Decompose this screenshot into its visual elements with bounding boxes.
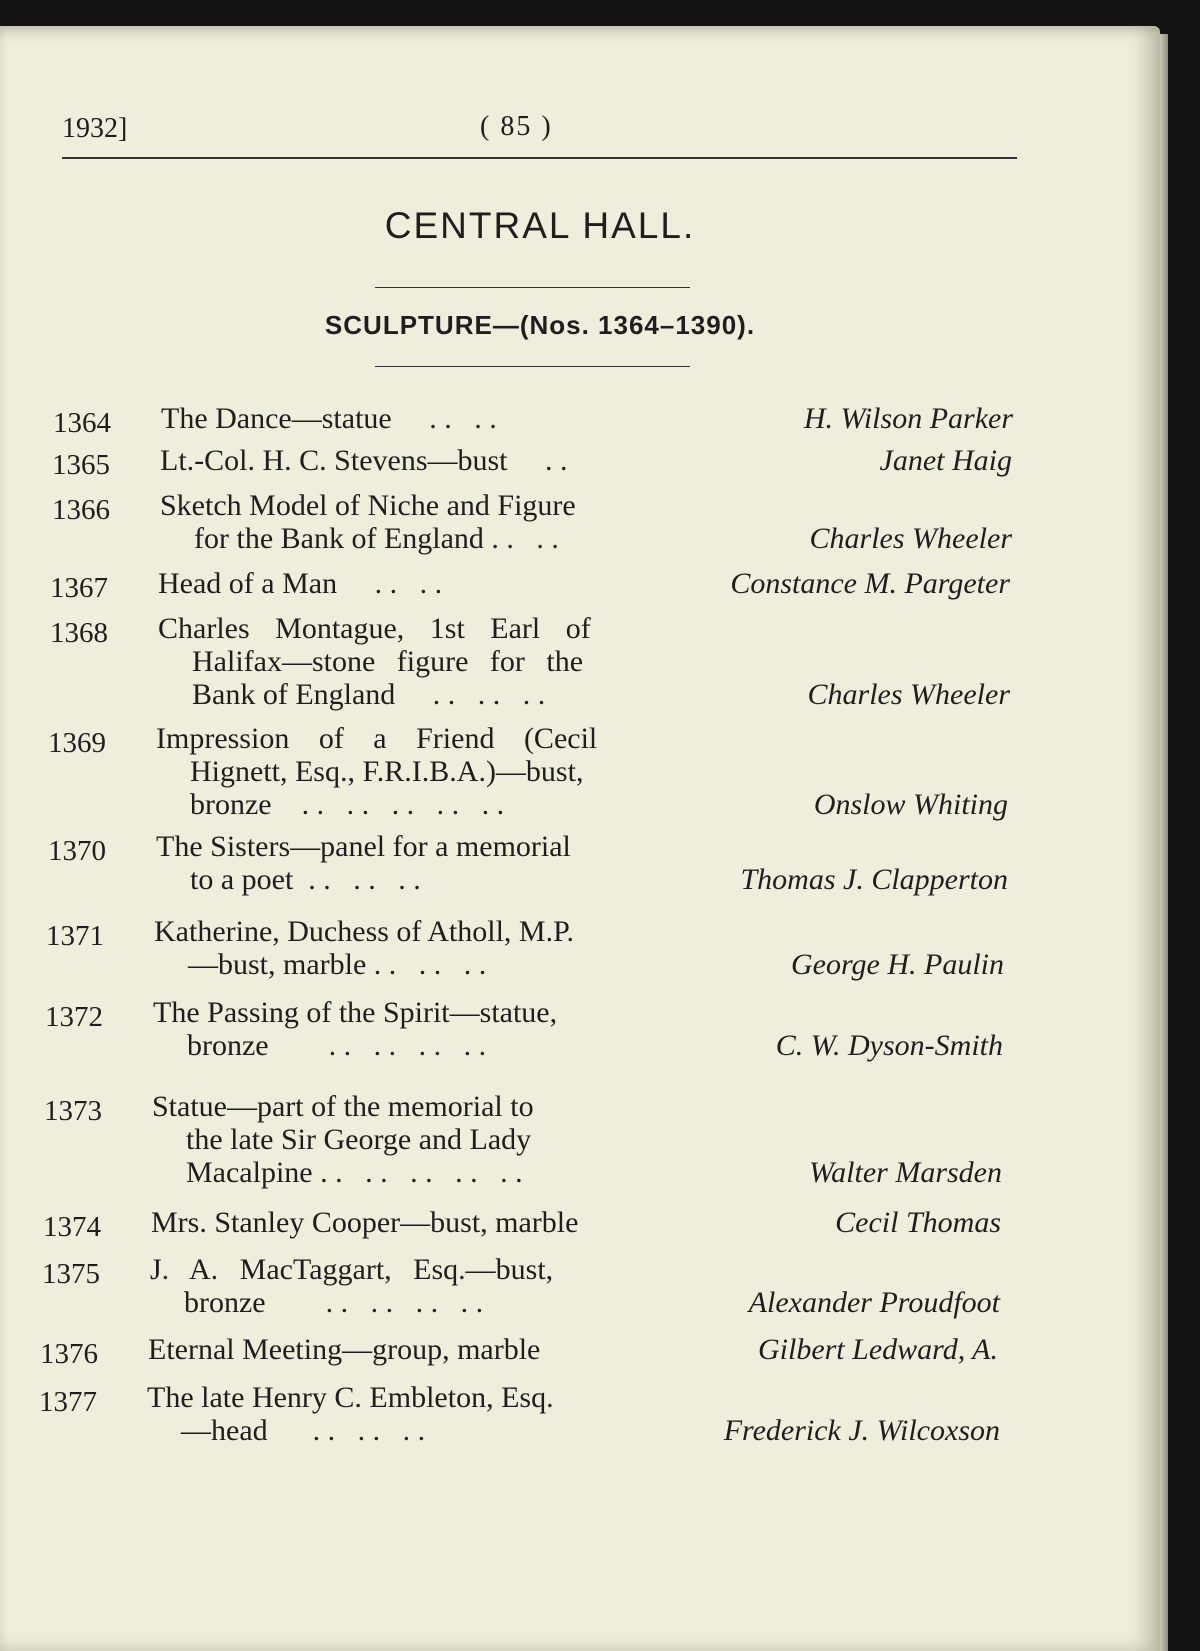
entry-author: Gilbert Ledward, A. <box>757 1333 998 1366</box>
entry-number: 1370 <box>48 835 106 867</box>
entry-author: Thomas J. Clapperton <box>740 863 1008 896</box>
entry-author: George H. Paulin <box>790 948 1004 981</box>
entry-number: 1364 <box>53 407 111 439</box>
entry-title: The Passing of the Spirit—statue, <box>153 996 558 1029</box>
divider <box>375 287 690 288</box>
entry-title: The Dance—statue . . . . <box>161 402 497 435</box>
entry-author: Constance M. Pargeter <box>730 567 1010 600</box>
entry-number: 1373 <box>44 1095 102 1127</box>
page-header <box>62 105 1017 159</box>
entry-author: Walter Marsden <box>808 1156 1002 1189</box>
page-edge <box>1160 34 1168 1651</box>
entry-author: H. Wilson Parker <box>803 402 1013 435</box>
entry-title-continued: the late Sir George and Lady <box>186 1123 532 1156</box>
entry-number: 1374 <box>43 1211 101 1243</box>
entry-title-continued: to a poet . . . . . . <box>190 863 421 896</box>
entry-author: Onslow Whiting <box>813 788 1008 821</box>
entry-number: 1376 <box>40 1338 98 1370</box>
entry-title-continued: Macalpine . . . . . . . . . . <box>186 1156 523 1189</box>
entry-author: Frederick J. Wilcoxson <box>723 1414 1000 1447</box>
entry-title: Sketch Model of Niche and Figure <box>160 489 576 522</box>
entry-title-continued: bronze . . . . . . . . <box>184 1286 484 1319</box>
entry-number: 1371 <box>46 920 104 952</box>
entry-number: 1365 <box>52 449 110 481</box>
entry-title-continued: Hignett, Esq., F.R.I.B.A.)—bust, <box>190 755 584 788</box>
entry-title-continued: —bust, marble . . . . . . <box>188 948 487 981</box>
entry-title-continued: for the Bank of England . . . . <box>194 522 559 555</box>
entry-author: Charles Wheeler <box>807 678 1010 711</box>
page-number: ( 85 ) <box>480 111 553 142</box>
entry-number: 1369 <box>48 727 106 759</box>
entry-title-continued: Halifax—stone figure for the <box>192 645 584 678</box>
entry-title: Statue—part of the memorial to <box>152 1090 534 1123</box>
entry-title: The late Henry C. Embleton, Esq. <box>147 1381 554 1414</box>
entry-title-continued: Bank of England . . . . . . <box>192 678 546 711</box>
section-subtitle: SCULPTURE—(Nos. 1364–1390). <box>324 310 756 340</box>
entry-number: 1375 <box>42 1258 100 1290</box>
entry-title: J. A. MacTaggart, Esq.—bust, <box>150 1253 554 1286</box>
entry-number: 1366 <box>52 494 110 526</box>
entry-author: Charles Wheeler <box>809 522 1012 555</box>
entry-title-continued: —head . . . . . . <box>181 1414 426 1447</box>
entry-title: Katherine, Duchess of Atholl, M.P. <box>154 915 574 948</box>
entry-title: The Sisters—panel for a memorial <box>156 830 571 863</box>
entry-number: 1372 <box>45 1001 103 1033</box>
entry-author: Cecil Thomas <box>835 1206 1001 1239</box>
entry-title: Mrs. Stanley Cooper—bust, marble <box>151 1206 579 1239</box>
entry-title-continued: bronze . . . . . . . . . . <box>190 788 505 821</box>
entry-title: Impression of a Friend (Cecil <box>156 722 598 755</box>
entry-title: Charles Montague, 1st Earl of <box>158 612 591 645</box>
header-year: 1932] <box>62 113 128 144</box>
entry-title: Head of a Man . . . . <box>158 567 443 600</box>
entry-number: 1377 <box>39 1386 97 1418</box>
entry-number: 1367 <box>50 572 108 604</box>
page-title: CENTRAL HALL. <box>384 205 696 246</box>
entry-title: Eternal Meeting—group, marble <box>148 1333 541 1366</box>
entry-author: Janet Haig <box>879 444 1012 477</box>
divider <box>375 366 690 367</box>
entry-title: Lt.-Col. H. C. Stevens—bust . . <box>160 444 568 477</box>
entry-author: C. W. Dyson-Smith <box>775 1029 1003 1062</box>
entry-title-continued: bronze . . . . . . . . <box>187 1029 487 1062</box>
entry-author: Alexander Proudfoot <box>748 1286 1000 1319</box>
entry-number: 1368 <box>50 617 108 649</box>
